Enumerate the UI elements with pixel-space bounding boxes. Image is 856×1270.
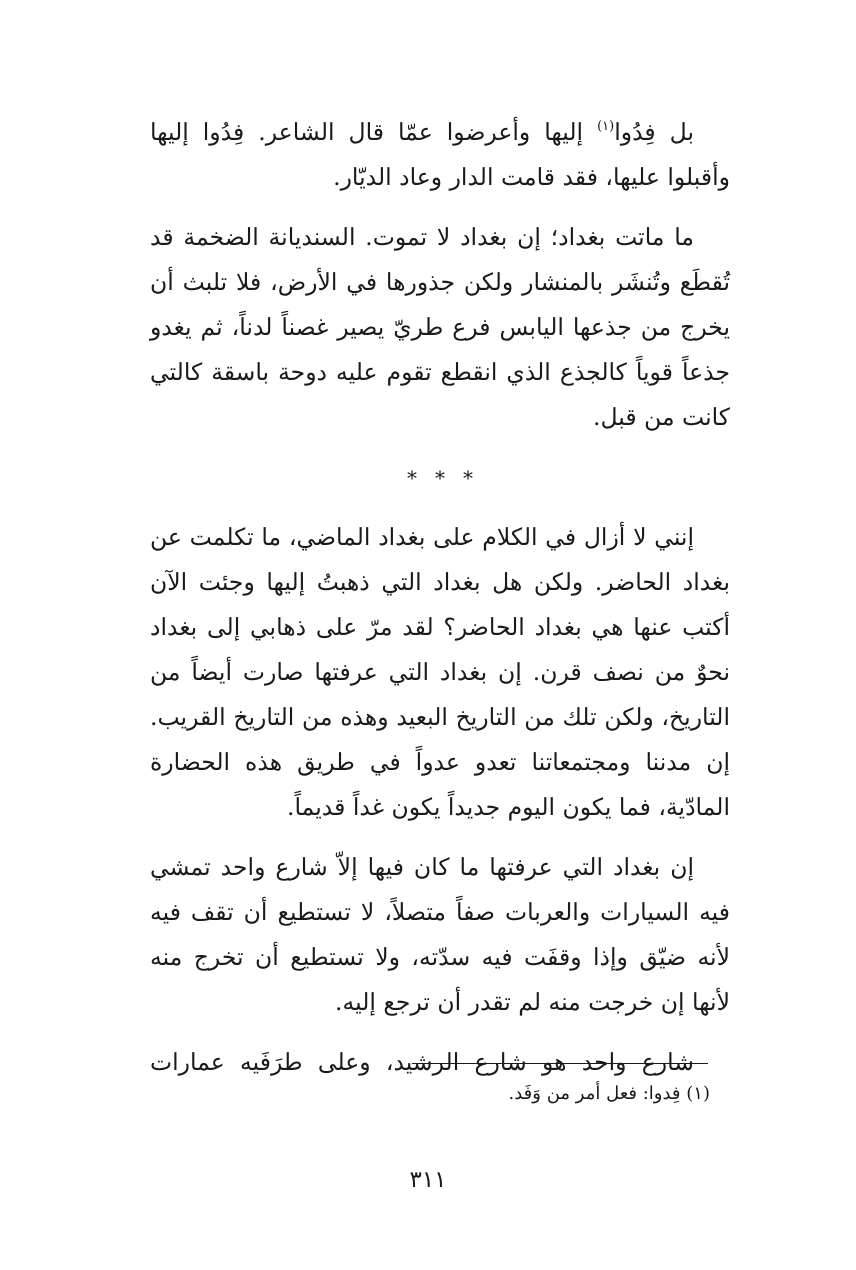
paragraph-3: إنني لا أزال في الكلام على بغداد الماضي، ما تكلمت عن بغداد الحاضر. ولكن هل بغداد التي ذهبتُ إليها وجئت الآن أكتب عنها هي بغداد الحاضر؟ لقد مرّ على ذهابي إلى بغداد نحوٌ من نصف قرن. إن بغداد التي عرفتها صارت أيضاً من التاريخ، ولكن تلك من التاريخ البعيد وهذه من التاريخ القريب. إن مدننا ومجتمعاتنا تعدو عدواً في طريق هذه الحضارة المادّية، فما يكون اليوم جديداً يكون غداً قديماً. <box>150 523 730 821</box>
footnote-reference[interactable]: (١) <box>597 119 615 134</box>
paragraph-1 <box>150 110 730 200</box>
separator-star: * <box>407 466 417 490</box>
paragraph-5: شارع واحد هو شارع الرشيد، وعلى طرَفَيه عمارات <box>150 1048 694 1076</box>
page-body <box>150 110 730 1100</box>
footnote-divider <box>412 1063 708 1064</box>
paragraph-1-start: بل فِدُوا <box>614 118 694 146</box>
paragraph-1-rest: إليها وأعرضوا عمّا قال الشاعر. فِدُوا إليها وأقبلوا عليها، فقد قامت الدار وعاد الديّار. <box>150 118 730 191</box>
separator-star: * <box>435 466 445 490</box>
footnote-marker: (١) <box>686 1083 710 1104</box>
section-separator <box>150 455 730 501</box>
footnote-text: فِدوا: فعل أمر من وَفَد. <box>508 1083 681 1104</box>
paragraph-4: إن بغداد التي عرفتها ما كان فيها إلاّ شارع واحد تمشي فيه السيارات والعربات صفاً متصلاً، لا تستطيع أن تقف فيه لأنه ضيّق وإذا وقفَت فيه سدّته، ولا تستطيع أن تخرج منه لأنها إن خرجت منه لم تقدر أن ترجع إليه. <box>150 853 730 1016</box>
page-number: ٣١١ <box>409 1167 447 1193</box>
separator-star: * <box>463 466 473 490</box>
paragraph-2: ما ماتت بغداد؛ إن بغداد لا تموت. السنديانة الضخمة قد تُقطَع وتُنشَر بالمنشار ولكن جذورها في الأرض، فلا تلبث أن يخرج من جذعها اليابس فرع طريّ يصير غصناً لدناً، ثم يغدو جذعاً قوياً كالجذع الذي انقطع تقوم عليه دوحة باسقة كالتي كانت من قبل. <box>150 223 730 431</box>
footnote <box>150 1078 710 1110</box>
